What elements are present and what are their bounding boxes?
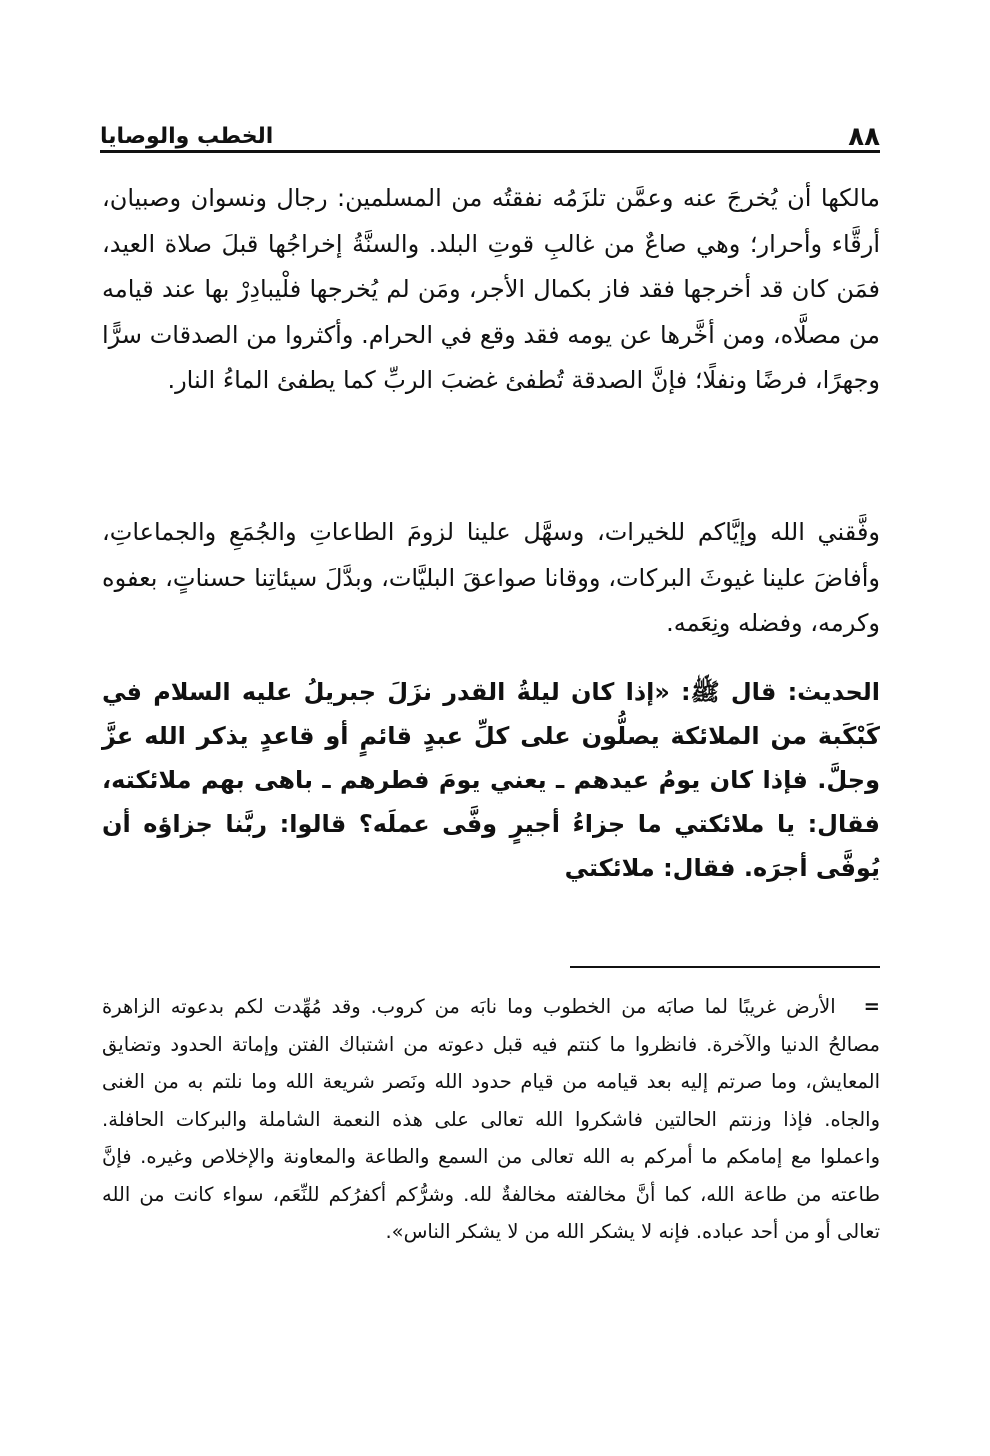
body-paragraph-dua: وفَّقني الله وإيَّاكم للخيرات، وسهَّل علينا لزومَ الطاعاتِ والجُمَعِ والجماعاتِ، وأفاضَ علينا غيوثَ البركات، ووقانا صواعقَ البليَّات، وبدَّلَ سيئاتِنا حسناتٍ، بعفوه وكرمه، وفضله ونِعَمه. [102,518,880,637]
body-paragraph-zakat: مالكها أن يُخرجَ عنه وعمَّن تلزَمُه نفقتُه من المسلمين: رجال ونسوان وصبيان، أرقَّاء وأحرار؛ وهي صاعٌ من غالبِ قوتِ البلد. والسنَّةُ إخراجُها قبلَ صلاة العيد، فمَن كان قد أخرجها فقد فاز بكمال الأجر، ومَن لم يُخرجها فلْيبادِرْ بها عند قيامه من مصلَّاه، ومن أخَّرها عن يومه فقد وقع في الحرام. وأكثروا من الصدقات سرًّا وجهرًا، فرضًا ونفلًا؛ فإنَّ الصدقة تُطفئ غضبَ الربِّ كما يطفئ الماءُ النار. [102,184,880,394]
body-paragraph-hadith: الحديث: قال ﷺ: «إذا كان ليلةُ القدر نزَلَ جبريلُ عليه السلام في كَبْكَبة من الملائكة يصلُّون على كلِّ عبدٍ قائمٍ أو قاعدٍ يذكر الله عزَّ وجلَّ. فإذا كان يومُ عيدهم ـ يعني يومَ فطرهم ـ باهى بهم ملائكته، فقال: يا ملائكتي ما جزاءُ أجيرٍ وفَّى عملَه؟ قالوا: ربَّنا جزاؤه أن يُوفَّى أجرَه. فقال: ملائكتي [102,678,880,882]
footnote-text: الأرض غريبًا لما صابَه من الخطوب وما نابَه من كروب. وقد مُهِّدت لكم بدعوته الزاهرة مصالحُ الدنيا والآخرة. فانظروا ما كنتم فيه قبل دعوته من اشتباك الفتن وإماتة الحدود وتضايق المعايش، وما صرتم إليه بعد قيامه من قيام حدود الله ونَصر شريعة الله وما نلتم به من الغنى والجاه. فإذا وزنتم الحالتين فاشكروا الله تعالى على هذه النعمة الشاملة والبركات الحافلة. واعملوا مع إمامكم ما أمركم به الله تعالى من السمع والطاعة والمعاونة والإخلاص وغيره. فإنَّ طاعته من طاعة الله، كما أنَّ مخالفته مخالفةٌ لله. وشرُّكم أكفرُكم للنِّعَم، سواء كانت من الله تعالى أو من أحد عباده. فإنه لا يشكر الله من لا يشكر الناس». [102,995,880,1243]
header-rule [100,150,880,153]
footnote-continuation-marker: = [863,995,880,1018]
footnote [102,988,880,1251]
footnote-rule [570,966,880,968]
running-title: الخطب والوصايا [100,124,274,149]
page-number: ٨٨ [848,122,880,152]
